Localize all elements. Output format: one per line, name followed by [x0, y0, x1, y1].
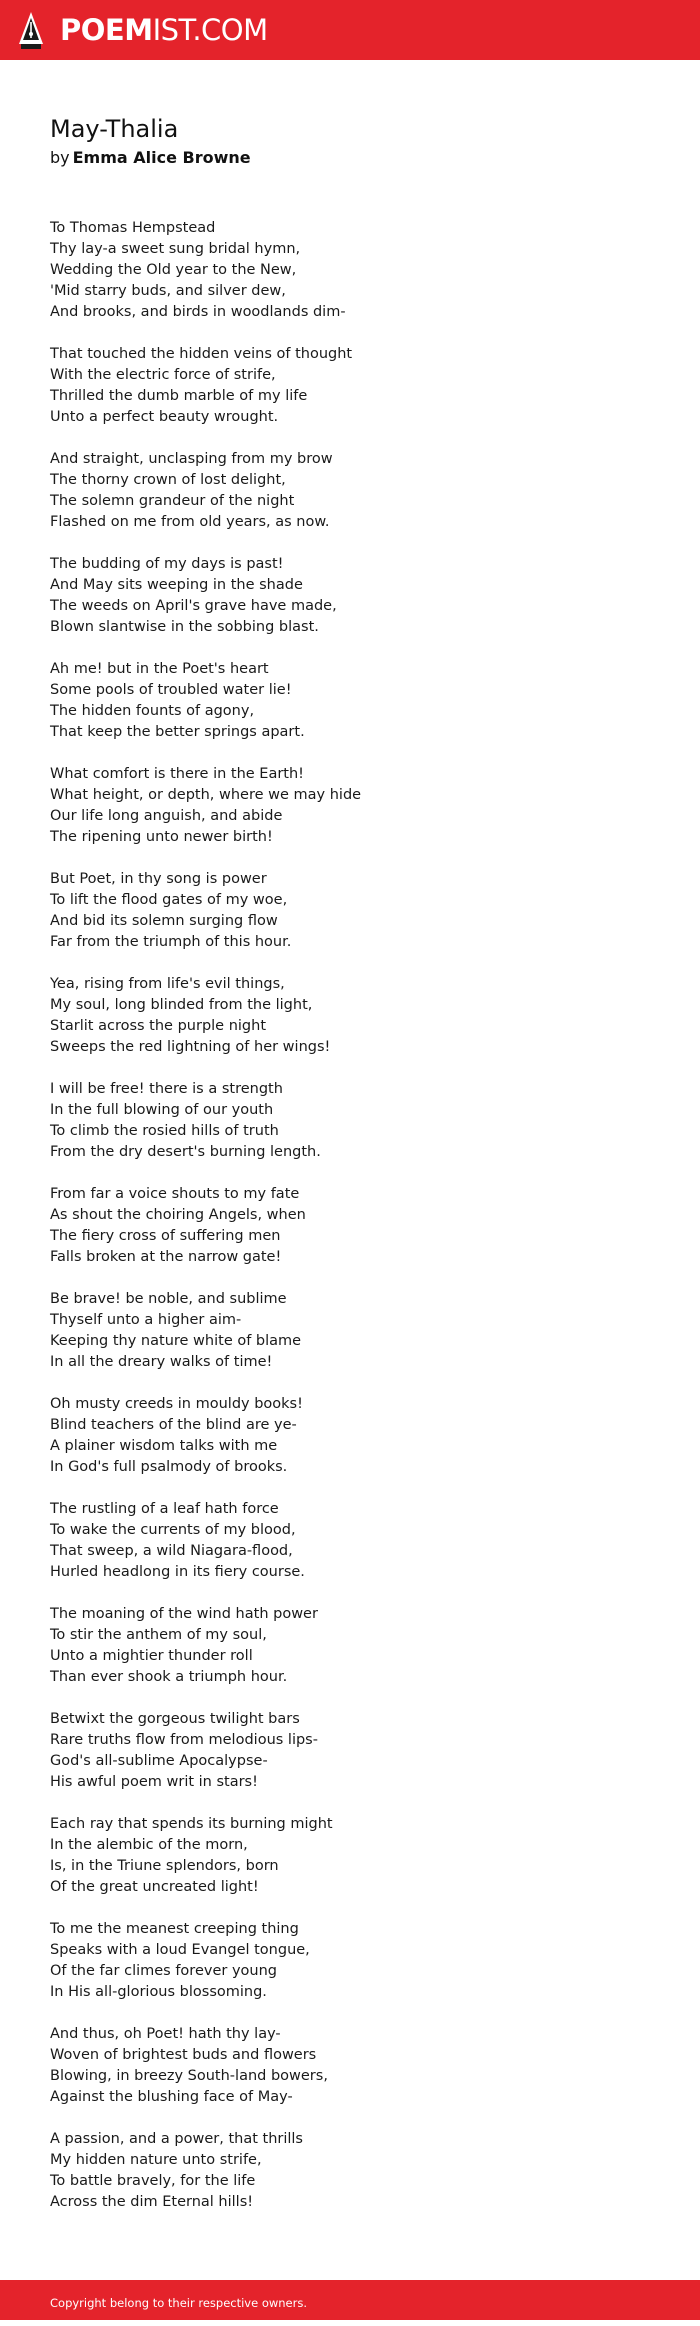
poem-line: Blowing, in breezy South-land bowers,: [50, 2068, 328, 2084]
poem-line: My hidden nature unto strife,: [50, 2152, 262, 2168]
poem-line: The hidden founts of agony,: [50, 703, 255, 719]
poem-stanza: [50, 1604, 650, 1688]
site-footer: [0, 2280, 700, 2320]
poem-line: With the electric force of strife,: [50, 367, 276, 383]
poem-line: A plainer wisdom talks with me: [50, 1438, 278, 1454]
poem-line: Against the blushing face of May-: [50, 2089, 293, 2105]
poem-line: Speaks with a loud Evangel tongue,: [50, 1942, 310, 1958]
pen-nib-icon: [18, 10, 44, 50]
poem-line: To battle bravely, for the life: [50, 2173, 256, 2189]
poem-line: In God's full psalmody of brooks.: [50, 1459, 288, 1475]
poem-title: May-Thalia: [50, 115, 179, 143]
poem-line: Unto a perfect beauty wrought.: [50, 409, 279, 425]
poem-line: From far a voice shouts to my fate: [50, 1186, 300, 1202]
poem-stanza: [50, 764, 650, 848]
poem-line: Blown slantwise in the sobbing blast.: [50, 619, 319, 635]
poem-line: To Thomas Hempstead: [50, 220, 216, 236]
poem-line: But Poet, in thy song is power: [50, 871, 267, 887]
poem-line: Woven of brightest buds and flowers: [50, 2047, 317, 2063]
poem-stanza: [50, 2129, 650, 2213]
poem-line: Starlit across the purple night: [50, 1018, 266, 1034]
poem-line: Far from the triumph of this hour.: [50, 934, 292, 950]
poem-line: Across the dim Eternal hills!: [50, 2194, 254, 2210]
poem-line: Falls broken at the narrow gate!: [50, 1249, 282, 1265]
poem-author: Emma Alice Browne: [72, 148, 251, 167]
site-logo-text: [60, 10, 268, 50]
stanza-gap: [50, 1268, 650, 1289]
poem-line: Thrilled the dumb marble of my life: [50, 388, 308, 404]
poem-line: 'Mid starry buds, and silver dew,: [50, 283, 286, 299]
poem-line: Be brave! be noble, and sublime: [50, 1291, 287, 1307]
poem-line: Yea, rising from life's evil things,: [50, 976, 285, 992]
poem-stanza: [50, 1394, 650, 1478]
stanza-gap: [50, 2108, 650, 2129]
poem-line: The fiery cross of suffering men: [50, 1228, 281, 1244]
poem-stanza: [50, 1709, 650, 1793]
stanza-gap: [50, 533, 650, 554]
poem-line: In all the dreary walks of time!: [50, 1354, 273, 1370]
poem-stanza: [50, 344, 650, 428]
stanza-gap: [50, 953, 650, 974]
poem-line: And straight, unclasping from my brow: [50, 451, 333, 467]
poem-line: In His all-glorious blossoming.: [50, 1984, 267, 2000]
stanza-gap: [50, 428, 650, 449]
poem-line: Sweeps the red lightning of her wings!: [50, 1039, 331, 1055]
poem-line: Some pools of troubled water lie!: [50, 682, 292, 698]
poem-line: What height, or depth, where we may hide: [50, 787, 362, 803]
poem-stanza: [50, 869, 650, 953]
poem-line: What comfort is there in the Earth!: [50, 766, 304, 782]
poem-line: And bid its solemn surging flow: [50, 913, 278, 929]
poem-line: His awful poem writ in stars!: [50, 1774, 258, 1790]
poem-line: Each ray that spends its burning might: [50, 1816, 333, 1832]
poem-line: The moaning of the wind hath power: [50, 1606, 318, 1622]
poem-line: Rare truths flow from melodious lips-: [50, 1732, 318, 1748]
poem-stanza: [50, 554, 650, 638]
poem-line: And thus, oh Poet! hath thy lay-: [50, 2026, 281, 2042]
stanza-gap: [50, 1688, 650, 1709]
poem-stanza: [50, 218, 650, 323]
poem-line: I will be free! there is a strength: [50, 1081, 283, 1097]
poem-line: Thyself unto a higher aim-: [50, 1312, 242, 1328]
poem-line: God's all-sublime Apocalypse-: [50, 1753, 268, 1769]
poem-stanza: [50, 659, 650, 743]
poem-line: Hurled headlong in its fiery course.: [50, 1564, 305, 1580]
poem-line: Our life long anguish, and abide: [50, 808, 283, 824]
poem-stanza: [50, 1184, 650, 1268]
poem-line: From the dry desert's burning length.: [50, 1144, 321, 1160]
poem-line: Than ever shook a triumph hour.: [50, 1669, 288, 1685]
poem-line: Keeping thy nature white of blame: [50, 1333, 302, 1349]
poem-line: That keep the better springs apart.: [50, 724, 305, 740]
poem-line: A passion, and a power, that thrills: [50, 2131, 303, 2147]
poem-line: My soul, long blinded from the light,: [50, 997, 313, 1013]
logo-bold-part: POEM: [60, 13, 153, 47]
poem-line: Wedding the Old year to the New,: [50, 262, 297, 278]
by-label: by: [50, 148, 70, 167]
poem-body: [50, 218, 650, 2213]
poem-stanza: [50, 1919, 650, 2003]
poem-line: In the alembic of the morn,: [50, 1837, 248, 1853]
poem-line: As shout the choiring Angels, when: [50, 1207, 306, 1223]
poem-line: To lift the flood gates of my woe,: [50, 892, 288, 908]
stanza-gap: [50, 1478, 650, 1499]
stanza-gap: [50, 1583, 650, 1604]
stanza-gap: [50, 1058, 650, 1079]
poem-line: Oh musty creeds in mouldy books!: [50, 1396, 303, 1412]
stanza-gap: [50, 848, 650, 869]
poem-line: Of the far climes forever young: [50, 1963, 277, 1979]
poem-line: The ripening unto newer birth!: [50, 829, 273, 845]
poem-line: Of the great uncreated light!: [50, 1879, 259, 1895]
site-logo[interactable]: [18, 10, 268, 50]
poem-line: Is, in the Triune splendors, born: [50, 1858, 279, 1874]
poem-stanza: [50, 1079, 650, 1163]
poem-stanza: [50, 1814, 650, 1898]
stanza-gap: [50, 1373, 650, 1394]
poem-line: That sweep, a wild Niagara-flood,: [50, 1543, 293, 1559]
poem-line: And May sits weeping in the shade: [50, 577, 303, 593]
stanza-gap: [50, 1163, 650, 1184]
poem-line: The rustling of a leaf hath force: [50, 1501, 279, 1517]
poem-line: To me the meanest creeping thing: [50, 1921, 299, 1937]
poem-line: The weeds on April's grave have made,: [50, 598, 337, 614]
poem-stanza: [50, 1499, 650, 1583]
stanza-gap: [50, 1898, 650, 1919]
poem-line: Thy lay-a sweet sung bridal hymn,: [50, 241, 301, 257]
poem-line: Unto a mightier thunder roll: [50, 1648, 253, 1664]
poem-line: And brooks, and birds in woodlands dim-: [50, 304, 346, 320]
poem-line: Betwixt the gorgeous twilight bars: [50, 1711, 300, 1727]
logo-light-part: IST.COM: [152, 13, 268, 47]
poem-line: The budding of my days is past!: [50, 556, 284, 572]
stanza-gap: [50, 2003, 650, 2024]
copyright-notice: Copyright belong to their respective owners.: [50, 2296, 308, 2310]
site-header: [0, 0, 700, 60]
poem-line: The thorny crown of lost delight,: [50, 472, 286, 488]
poem-line: Blind teachers of the blind are ye-: [50, 1417, 297, 1433]
stanza-gap: [50, 323, 650, 344]
poem-line: To climb the rosied hills of truth: [50, 1123, 279, 1139]
poem-stanza: [50, 1289, 650, 1373]
poem-header: [50, 112, 650, 170]
poem-stanza: [50, 974, 650, 1058]
poem-line: That touched the hidden veins of thought: [50, 346, 353, 362]
stanza-gap: [50, 638, 650, 659]
poem-line: To stir the anthem of my soul,: [50, 1627, 267, 1643]
poem-stanza: [50, 2024, 650, 2108]
poem-line: Ah me! but in the Poet's heart: [50, 661, 269, 677]
poem-byline: [50, 146, 650, 170]
stanza-gap: [50, 743, 650, 764]
poem-stanza: [50, 449, 650, 533]
poem-line: Flashed on me from old years, as now.: [50, 514, 330, 530]
poem-line: In the full blowing of our youth: [50, 1102, 274, 1118]
stanza-gap: [50, 1793, 650, 1814]
poem-line: To wake the currents of my blood,: [50, 1522, 296, 1538]
poem-line: The solemn grandeur of the night: [50, 493, 295, 509]
